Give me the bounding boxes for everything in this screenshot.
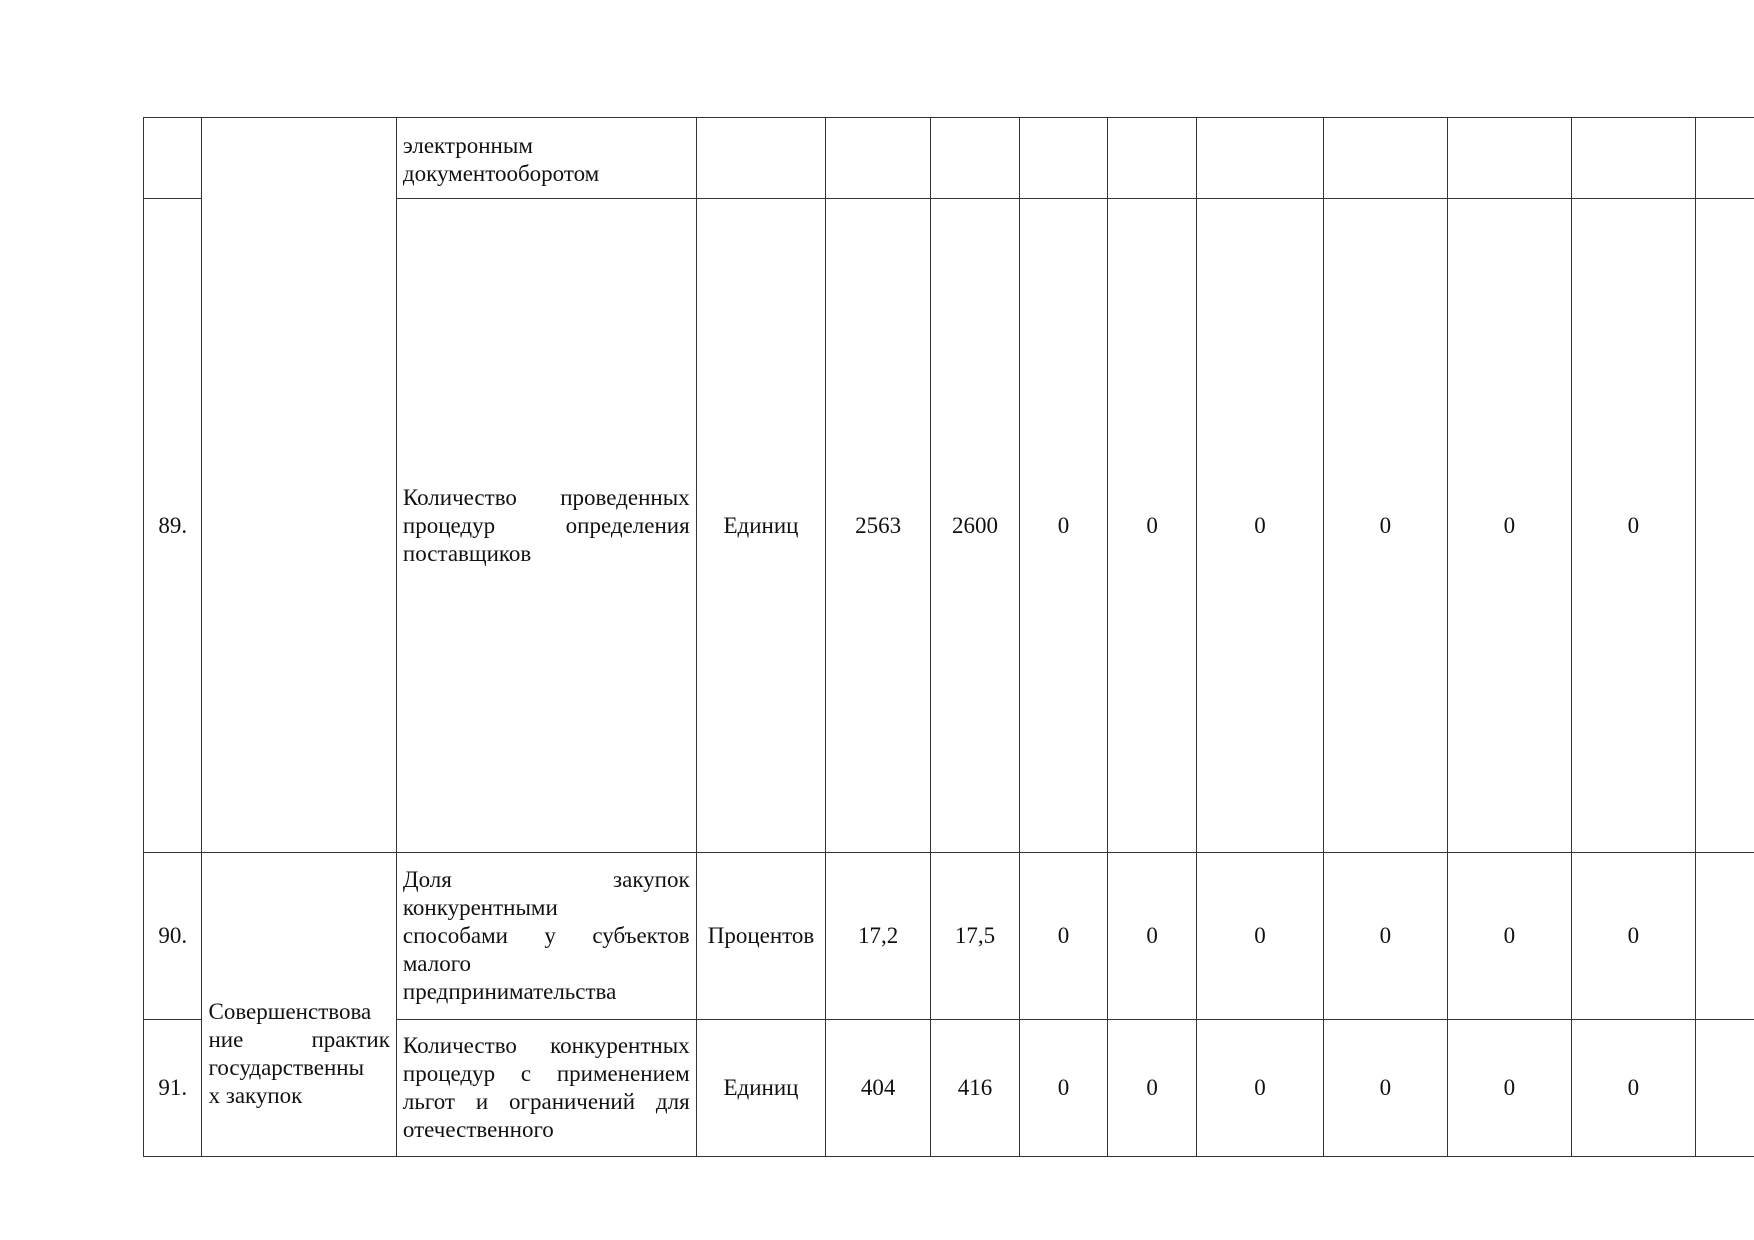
row-number: 91. (144, 1020, 202, 1157)
unit-cell: Процентов (696, 853, 826, 1020)
value-cell: 0 (1108, 1020, 1197, 1157)
value-cell (930, 118, 1019, 199)
value-cell: 0 (1108, 199, 1197, 853)
unit-cell: Единиц (696, 1020, 826, 1157)
unit-cell (696, 118, 826, 199)
indicator-line: Доля закупок (402, 867, 690, 892)
value-cell: 0 (1197, 199, 1324, 853)
value-cell (1695, 199, 1754, 853)
row-number: 90. (144, 853, 202, 1020)
row-number (144, 118, 202, 199)
value-cell: 0 (1197, 1020, 1324, 1157)
indicator-cell (396, 199, 696, 853)
value-cell (1447, 118, 1571, 199)
value-cell (826, 118, 931, 199)
value-cell (1197, 118, 1324, 199)
indicators-table (143, 117, 1754, 1157)
table-row (144, 853, 1754, 1020)
value-cell: 0 (1571, 199, 1695, 853)
row-number: 89. (144, 199, 202, 853)
value-cell: 0 (1323, 853, 1447, 1020)
value-cell: 0 (1447, 199, 1571, 853)
value-cell: 416 (930, 1020, 1019, 1157)
unit-cell: Единиц (696, 199, 826, 853)
group-line: ние практик (208, 1026, 390, 1052)
indicator-line: электронным (402, 133, 533, 158)
value-cell: 0 (1323, 199, 1447, 853)
indicator-line: процедур с применением (402, 1061, 690, 1086)
value-cell (1571, 118, 1695, 199)
table-row (144, 118, 1754, 199)
group-line: Совершенствова (208, 998, 372, 1024)
value-cell: 0 (1447, 1020, 1571, 1157)
value-cell: 17,5 (930, 853, 1019, 1020)
value-cell: 0 (1020, 199, 1108, 853)
indicator-line: процедур определения (402, 512, 690, 538)
indicator-line: предпринимательства (402, 979, 617, 1004)
indicator-line: способами у субъектов (402, 923, 690, 948)
indicator-line: Количество проведенных (402, 484, 690, 510)
indicator-cell (396, 118, 696, 199)
value-cell (1020, 118, 1108, 199)
value-cell: 2600 (930, 199, 1019, 853)
group-cell-previous (202, 118, 396, 853)
indicator-line: конкурентными (402, 895, 558, 920)
group-line: х закупок (208, 1082, 303, 1108)
value-cell (1108, 118, 1197, 199)
indicator-line: малого (402, 951, 472, 976)
indicator-cell (396, 1020, 696, 1157)
value-cell: 2563 (826, 199, 931, 853)
value-cell (1323, 118, 1447, 199)
indicator-cell (396, 853, 696, 1020)
value-cell: 17,2 (826, 853, 931, 1020)
value-cell: 0 (1447, 853, 1571, 1020)
indicator-line: Количество конкурентных (402, 1033, 690, 1058)
value-cell (1695, 1020, 1754, 1157)
indicator-line: поставщиков (402, 540, 532, 566)
value-cell (1695, 853, 1754, 1020)
value-cell (1695, 118, 1754, 199)
group-line: государственны (208, 1054, 365, 1080)
value-cell: 0 (1571, 853, 1695, 1020)
value-cell: 0 (1571, 1020, 1695, 1157)
value-cell: 0 (1197, 853, 1324, 1020)
value-cell: 0 (1323, 1020, 1447, 1157)
indicator-line: документооборотом (402, 161, 600, 186)
value-cell: 0 (1020, 1020, 1108, 1157)
value-cell: 0 (1108, 853, 1197, 1020)
group-cell-procurement (202, 853, 396, 1157)
indicator-line: льгот и ограничений для (402, 1089, 690, 1114)
value-cell: 0 (1020, 853, 1108, 1020)
indicator-line: отечественного (402, 1117, 554, 1142)
value-cell: 404 (826, 1020, 931, 1157)
